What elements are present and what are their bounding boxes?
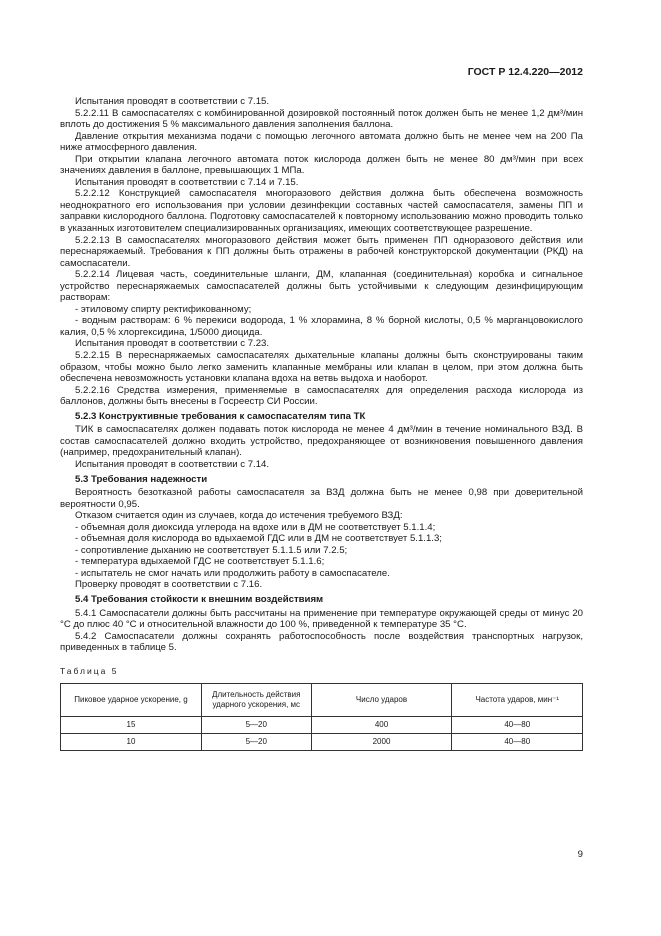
page-number: 9: [577, 849, 583, 860]
document-header: ГОСТ Р 12.4.220—2012: [467, 66, 583, 78]
paragraph: Вероятность безотказной работы самоспасателя за ВЗД должна быть не менее 0,98 при доверительной вероятности 0,95.: [60, 487, 583, 510]
column-header: Пиковое ударное ускорение, g: [61, 684, 202, 717]
table-cell: 10: [61, 734, 202, 751]
paragraph: 5.2.2.16 Средства измерения, применяемые в самоспасателях для определения расхода кислорода из баллонов, должны быть внесены в Госреестр СИ России.: [60, 384, 583, 408]
list-item: - этиловому спирту ректификованному;: [75, 303, 252, 315]
paragraph: ТИК в самоспасателях должен подавать поток кислорода не менее 4 дм³/мин в течение номинального ВЗД. В состав самоспасателей должно входить устройство, предохраняющее от возникновения повышенного давления (например, предохранительный клапан).: [60, 424, 583, 459]
paragraph: 5.2.2.12 Конструкцией самоспасателя многоразового действия должна быть обеспечена возможность неоднократного его использования при условии дезинфекции составных частей самоспасателя, замены ПП и заправки кислородного баллона. Подготовку самоспасателей к повторному использованию можно проводить только в указанных изготовителем специализированных организациях, имеющих соответствующее разрешение.: [60, 188, 583, 235]
paragraph: Испытания проводят в соответствии с 7.15.: [75, 96, 270, 107]
paragraph: 5.2.2.14 Лицевая часть, соединительные шланги, ДМ, клапанная (соединительная) коробка и сигнальное устройство переснаряжаемых самоспасателей должны быть устойчивыми к следующим дезинфицирующим растворам:: [60, 269, 583, 304]
column-header: Длительность действия ударного ускорения, мс: [201, 684, 311, 717]
paragraph: Давление открытия механизма подачи с помощью легочного автомата должно быть не менее чем на 200 Па ниже атмосферного давления.: [60, 130, 583, 154]
table-cell: 5—20: [201, 717, 311, 734]
table-cell: 40—80: [452, 734, 583, 751]
paragraph: Проверку проводят в соответствии с 7.16.: [75, 579, 263, 591]
list-item: - температура вдыхаемой ГДС не соответствует 5.1.1.6;: [75, 556, 325, 568]
table-cell: 5—20: [201, 734, 311, 751]
table-header-row: [61, 684, 583, 717]
table-cell: 2000: [311, 734, 452, 751]
list-item: - испытатель не смог начать или продолжить работу в самоспасателе.: [75, 567, 390, 579]
document-body: [60, 96, 583, 751]
column-header: Частота ударов, мин⁻¹: [452, 684, 583, 717]
list-item: - сопротивление дыханию не соответствует 5.1.1.5 или 7.2.5;: [75, 544, 348, 556]
paragraph: При открытии клапана легочного автомата поток кислорода должен быть не менее 80 дм³/мин при всех значениях давления в баллоне, превышающих 1 МПа.: [60, 153, 583, 177]
table-caption: Таблица 5: [60, 665, 119, 676]
table-5: [60, 683, 583, 751]
table-row: [61, 734, 583, 751]
paragraph: Испытания проводят в соответствии с 7.14 и 7.15.: [75, 176, 299, 188]
paragraph: 5.4.1 Самоспасатели должны быть рассчитаны на применение при температуре окружающей среды от минус 20 °С до плюс 40 °С и относительной влажности до 100 %, приведенной к температуре 35 °С.: [60, 607, 583, 631]
section-heading: 5.2.3 Конструктивные требования к самоспасателям типа ТК: [75, 410, 366, 422]
paragraph: 5.2.2.13 В самоспасателях многоразового действия может быть применен ПП одноразового действия или переснаряжаемый. Требования к ПП должны быть отражены в рабочей конструкторской документации (РКД) на самоспасатели.: [60, 234, 583, 269]
list-item: - объемная доля диоксида углерода на вдохе или в ДМ не соответствует 5.1.1.4;: [75, 521, 436, 533]
table-row: [61, 717, 583, 734]
table-cell: 15: [61, 717, 202, 734]
paragraph: 5.2.2.11 В самоспасателях с комбинированной дозировкой постоянный поток должен быть не менее 1,2 дм³/мин вплоть до достижения 5 % максимального давления заполнения баллона.: [60, 107, 583, 131]
table-cell: 40—80: [452, 717, 583, 734]
paragraph: Испытания проводят в соответствии с 7.23.: [75, 338, 270, 350]
list-item: - объемная доля кислорода во вдыхаемой ГДС или в ДМ не соответствует 5.1.1.3;: [75, 533, 442, 545]
column-header: Число ударов: [311, 684, 452, 717]
paragraph: Испытания проводят в соответствии с 7.14.: [75, 458, 270, 470]
section-heading: 5.3 Требования надежности: [75, 473, 208, 485]
paragraph: Отказом считается один из случаев, когда до истечения требуемого ВЗД:: [75, 510, 403, 522]
paragraph: 5.4.2 Самоспасатели должны сохранять работоспособность после воздействия транспортных нагрузок, приведенных в таблице 5.: [60, 630, 583, 654]
paragraph: 5.2.2.15 В переснаряжаемых самоспасателях дыхательные клапаны должны быть сконструированы таким образом, чтобы можно было легко заменить клапанные мембраны или клапан в целом, при этом должна быть обеспечена невозможность установки клапана вдоха на ветвь выдоха и наоборот.: [60, 350, 583, 385]
list-item: - водным растворам: 6 % перекиси водорода, 1 % хлорамина, 8 % борной кислоты, 0,5 % марганцовокислого калия, 0,5 % хлоргексидина, 1/5000 диоцида.: [60, 315, 583, 338]
section-heading: 5.4 Требования стойкости к внешним воздействиям: [75, 593, 324, 605]
table-cell: 400: [311, 717, 452, 734]
